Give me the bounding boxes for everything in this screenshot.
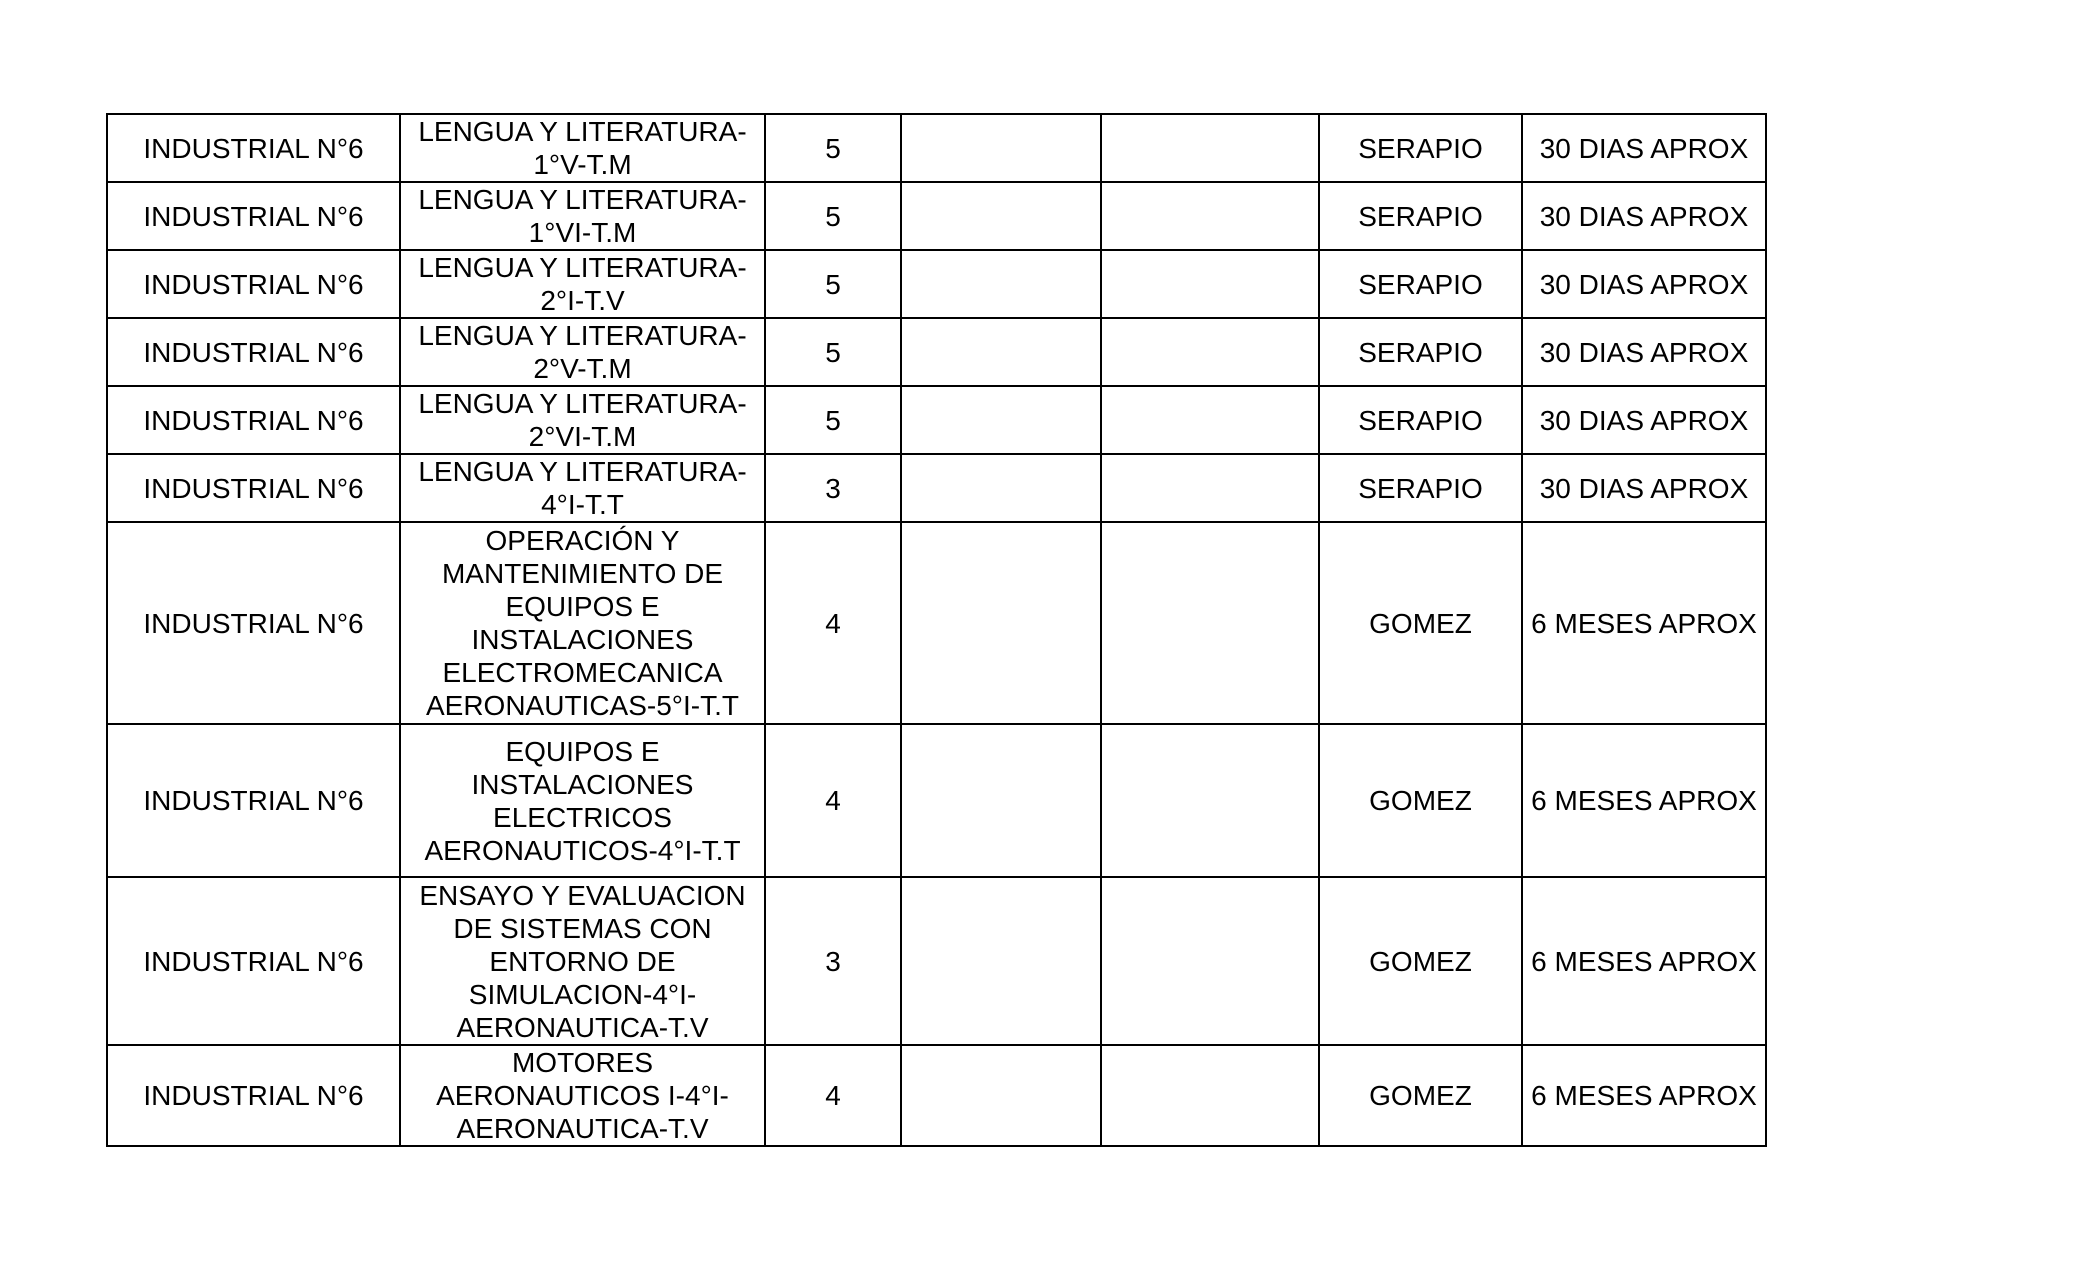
teacher-cell: SERAPIO: [1319, 454, 1522, 522]
empty-cell: [901, 386, 1101, 454]
hours-cell: 4: [765, 522, 901, 724]
duration-cell: 30 DIAS APROX: [1522, 386, 1766, 454]
hours-cell: 5: [765, 318, 901, 386]
subject-cell: LENGUA Y LITERATURA- 1°V-T.M: [400, 114, 765, 182]
table-row: [107, 724, 1766, 877]
duration-cell: 30 DIAS APROX: [1522, 114, 1766, 182]
school-cell: INDUSTRIAL N°6: [107, 318, 400, 386]
subject-cell: MOTORES AERONAUTICOS I-4°I- AERONAUTICA-T.V: [400, 1045, 765, 1146]
subject-cell: LENGUA Y LITERATURA- 2°I-T.V: [400, 250, 765, 318]
teacher-cell: SERAPIO: [1319, 250, 1522, 318]
table-row: [107, 250, 1766, 318]
school-cell: INDUSTRIAL N°6: [107, 522, 400, 724]
empty-cell: [1101, 114, 1319, 182]
duration-cell: 30 DIAS APROX: [1522, 318, 1766, 386]
hours-cell: 3: [765, 454, 901, 522]
hours-cell: 4: [765, 724, 901, 877]
school-cell: INDUSTRIAL N°6: [107, 454, 400, 522]
school-cell: INDUSTRIAL N°6: [107, 877, 400, 1045]
empty-cell: [1101, 250, 1319, 318]
empty-cell: [901, 454, 1101, 522]
hours-cell: 5: [765, 250, 901, 318]
empty-cell: [901, 114, 1101, 182]
hours-cell: 4: [765, 1045, 901, 1146]
empty-cell: [901, 522, 1101, 724]
duration-cell: 6 MESES APROX: [1522, 877, 1766, 1045]
table-row: [107, 114, 1766, 182]
subject-cell: EQUIPOS E INSTALACIONES ELECTRICOS AERONAUTICOS-4°I-T.T: [400, 724, 765, 877]
subject-cell: ENSAYO Y EVALUACION DE SISTEMAS CON ENTORNO DE SIMULACION-4°I- AERONAUTICA-T.V: [400, 877, 765, 1045]
school-cell: INDUSTRIAL N°6: [107, 1045, 400, 1146]
teacher-cell: SERAPIO: [1319, 318, 1522, 386]
subject-cell: LENGUA Y LITERATURA- 2°V-T.M: [400, 318, 765, 386]
teacher-cell: GOMEZ: [1319, 1045, 1522, 1146]
empty-cell: [1101, 724, 1319, 877]
subject-cell: LENGUA Y LITERATURA- 1°VI-T.M: [400, 182, 765, 250]
school-cell: INDUSTRIAL N°6: [107, 250, 400, 318]
school-cell: INDUSTRIAL N°6: [107, 114, 400, 182]
empty-cell: [901, 318, 1101, 386]
subject-cell: LENGUA Y LITERATURA- 2°VI-T.M: [400, 386, 765, 454]
empty-cell: [901, 1045, 1101, 1146]
teacher-cell: SERAPIO: [1319, 182, 1522, 250]
empty-cell: [901, 877, 1101, 1045]
teacher-cell: GOMEZ: [1319, 877, 1522, 1045]
empty-cell: [901, 250, 1101, 318]
teacher-cell: SERAPIO: [1319, 386, 1522, 454]
table-row: [107, 877, 1766, 1045]
school-cell: INDUSTRIAL N°6: [107, 386, 400, 454]
duration-cell: 30 DIAS APROX: [1522, 250, 1766, 318]
teacher-cell: GOMEZ: [1319, 724, 1522, 877]
teacher-cell: GOMEZ: [1319, 522, 1522, 724]
table-row: [107, 182, 1766, 250]
school-cell: INDUSTRIAL N°6: [107, 182, 400, 250]
hours-cell: 5: [765, 114, 901, 182]
duration-cell: 6 MESES APROX: [1522, 1045, 1766, 1146]
empty-cell: [901, 724, 1101, 877]
duration-cell: 6 MESES APROX: [1522, 522, 1766, 724]
table-row: [107, 318, 1766, 386]
subject-cell: LENGUA Y LITERATURA- 4°I-T.T: [400, 454, 765, 522]
empty-cell: [1101, 1045, 1319, 1146]
hours-cell: 3: [765, 877, 901, 1045]
table-row: [107, 386, 1766, 454]
duration-cell: 30 DIAS APROX: [1522, 182, 1766, 250]
empty-cell: [1101, 522, 1319, 724]
empty-cell: [1101, 318, 1319, 386]
table-row: [107, 522, 1766, 724]
empty-cell: [1101, 182, 1319, 250]
table-row: [107, 1045, 1766, 1146]
empty-cell: [1101, 877, 1319, 1045]
empty-cell: [901, 182, 1101, 250]
subject-cell: OPERACIÓN Y MANTENIMIENTO DE EQUIPOS E INSTALACIONES ELECTROMECANICA AERONAUTICAS-5°I-T.T: [400, 522, 765, 724]
duration-cell: 6 MESES APROX: [1522, 724, 1766, 877]
empty-cell: [1101, 386, 1319, 454]
assignments-table: [106, 113, 1767, 1147]
teacher-cell: SERAPIO: [1319, 114, 1522, 182]
hours-cell: 5: [765, 386, 901, 454]
duration-cell: 30 DIAS APROX: [1522, 454, 1766, 522]
empty-cell: [1101, 454, 1319, 522]
hours-cell: 5: [765, 182, 901, 250]
school-cell: INDUSTRIAL N°6: [107, 724, 400, 877]
table-row: [107, 454, 1766, 522]
